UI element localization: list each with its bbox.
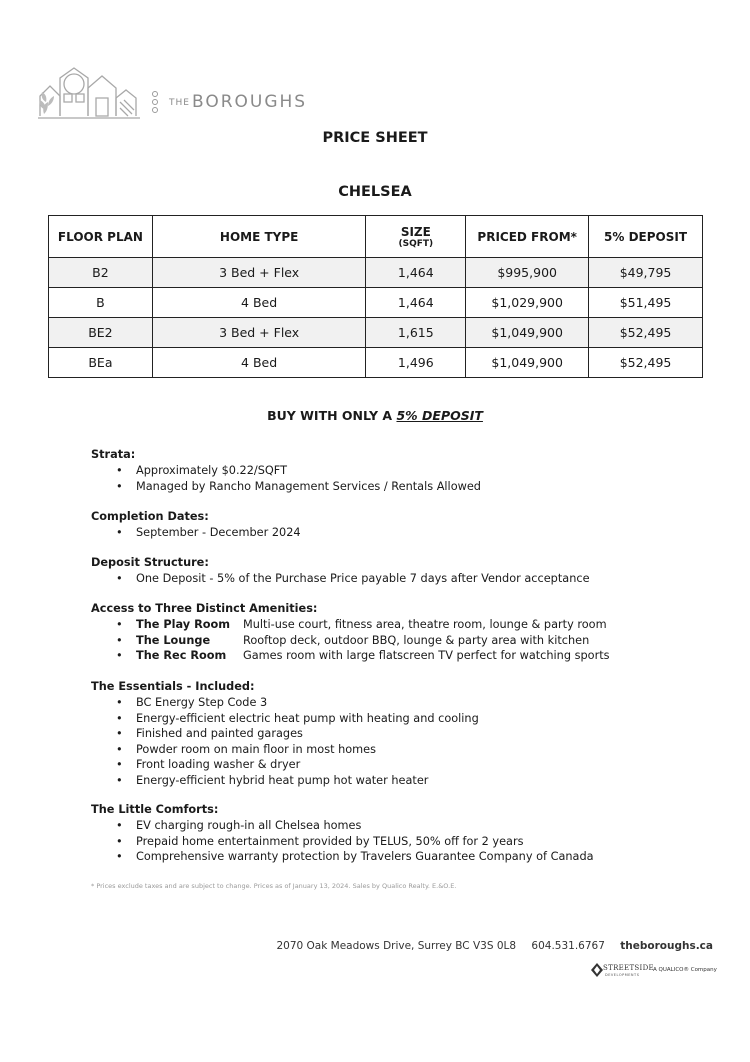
section-heading: Deposit Structure: — [91, 556, 209, 569]
cell-price: $1,049,900 — [466, 318, 589, 348]
comforts-section — [91, 803, 594, 865]
table-row — [49, 318, 703, 348]
amenity-item: • The Rec Room Games room with large flatscreen TV perfect for watching sports — [91, 648, 610, 664]
header-priced-from: PRICED FROM* — [466, 216, 589, 258]
list-item: • EV charging rough-in all Chelsea homes — [91, 818, 594, 834]
developer-logos — [591, 962, 721, 980]
header-size: SIZE (SQFT) — [366, 216, 466, 258]
header-home-type: HOME TYPE — [152, 216, 366, 258]
completion-section — [91, 510, 301, 541]
list-item: • One Deposit - 5% of the Purchase Price payable 7 days after Vendor acceptance — [91, 571, 590, 587]
boroughs-logo — [36, 64, 306, 122]
cell-plan: BEa — [49, 348, 153, 378]
cell-plan: B — [49, 288, 153, 318]
section-heading: Completion Dates: — [91, 510, 209, 523]
section-heading: The Little Comforts: — [91, 803, 219, 816]
streetside-diamond-icon — [591, 963, 603, 977]
streetside-logo: STREETSIDE — [603, 964, 654, 972]
list-item: • Managed by Rancho Management Services / Rentals Allowed — [91, 479, 481, 495]
list-item: • Approximately $0.22/SQFT — [91, 463, 481, 479]
section-heading: The Essentials - Included: — [91, 680, 255, 693]
disclaimer: * Prices exclude taxes and are subject to change. Prices as of January 13, 2024. Sales by Qualico Realty. E.&O.E. — [91, 882, 457, 890]
list-item: • Front loading washer & dryer — [91, 757, 479, 773]
cell-type: 3 Bed + Flex — [152, 318, 366, 348]
table-header-row — [49, 216, 703, 258]
logo-dots — [152, 91, 160, 115]
cell-price: $1,029,900 — [466, 288, 589, 318]
cell-size: 1,464 — [366, 288, 466, 318]
cell-type: 3 Bed + Flex — [152, 258, 366, 288]
list-item: • Energy-efficient electric heat pump with heating and cooling — [91, 711, 479, 727]
table-row — [49, 288, 703, 318]
cell-deposit: $52,495 — [589, 348, 703, 378]
cell-deposit: $49,795 — [589, 258, 703, 288]
cell-deposit: $52,495 — [589, 318, 703, 348]
section-heading: Access to Three Distinct Amenities: — [91, 602, 318, 615]
section-heading: Strata: — [91, 448, 136, 461]
deposit-structure-section — [91, 556, 590, 587]
amenities-section — [91, 602, 610, 664]
footer-contact — [276, 940, 713, 952]
cell-plan: B2 — [49, 258, 153, 288]
list-item: • BC Energy Step Code 3 — [91, 695, 479, 711]
list-item: • September - December 2024 — [91, 525, 301, 541]
cell-size: 1,615 — [366, 318, 466, 348]
cell-size: 1,496 — [366, 348, 466, 378]
streetside-sub: DEVELOPMENTS — [605, 973, 640, 977]
price-table — [48, 215, 703, 378]
amenity-item: • The Play Room Multi-use court, fitness area, theatre room, lounge & party room — [91, 617, 610, 633]
header-floor-plan: FLOOR PLAN — [49, 216, 153, 258]
essentials-section — [91, 680, 479, 788]
footer-phone: 604.531.6767 — [531, 940, 605, 952]
house-cluster-icon — [36, 64, 148, 122]
footer-address: 2070 Oak Meadows Drive, Surrey BC V3S 0L8 — [276, 940, 517, 952]
deposit-heading: BUY WITH ONLY A 5% DEPOSIT — [267, 408, 483, 423]
cell-deposit: $51,495 — [589, 288, 703, 318]
building-name: CHELSEA — [338, 184, 412, 200]
cell-size: 1,464 — [366, 258, 466, 288]
list-item: • Powder room on main floor in most homes — [91, 742, 479, 758]
table-row — [49, 258, 703, 288]
list-item: • Finished and painted garages — [91, 726, 479, 742]
logo-wordmark: THE BOROUGHS — [169, 92, 308, 112]
footer-website[interactable]: theboroughs.ca — [620, 940, 713, 952]
page-title: PRICE SHEET — [322, 130, 428, 146]
list-item: • Energy-efficient hybrid heat pump hot water heater — [91, 773, 479, 789]
cell-type: 4 Bed — [152, 348, 366, 378]
table-row — [49, 348, 703, 378]
list-item: • Comprehensive warranty protection by Travelers Guarantee Company of Canada — [91, 849, 594, 865]
list-item: • Prepaid home entertainment provided by TELUS, 50% off for 2 years — [91, 834, 594, 850]
header-deposit: 5% DEPOSIT — [589, 216, 703, 258]
cell-type: 4 Bed — [152, 288, 366, 318]
cell-plan: BE2 — [49, 318, 153, 348]
amenity-item: • The Lounge Rooftop deck, outdoor BBQ, lounge & party area with kitchen — [91, 633, 610, 649]
cell-price: $1,049,900 — [466, 348, 589, 378]
strata-section — [91, 448, 481, 494]
qualico-tagline: A QUALICO® Company — [653, 967, 717, 973]
cell-price: $995,900 — [466, 258, 589, 288]
